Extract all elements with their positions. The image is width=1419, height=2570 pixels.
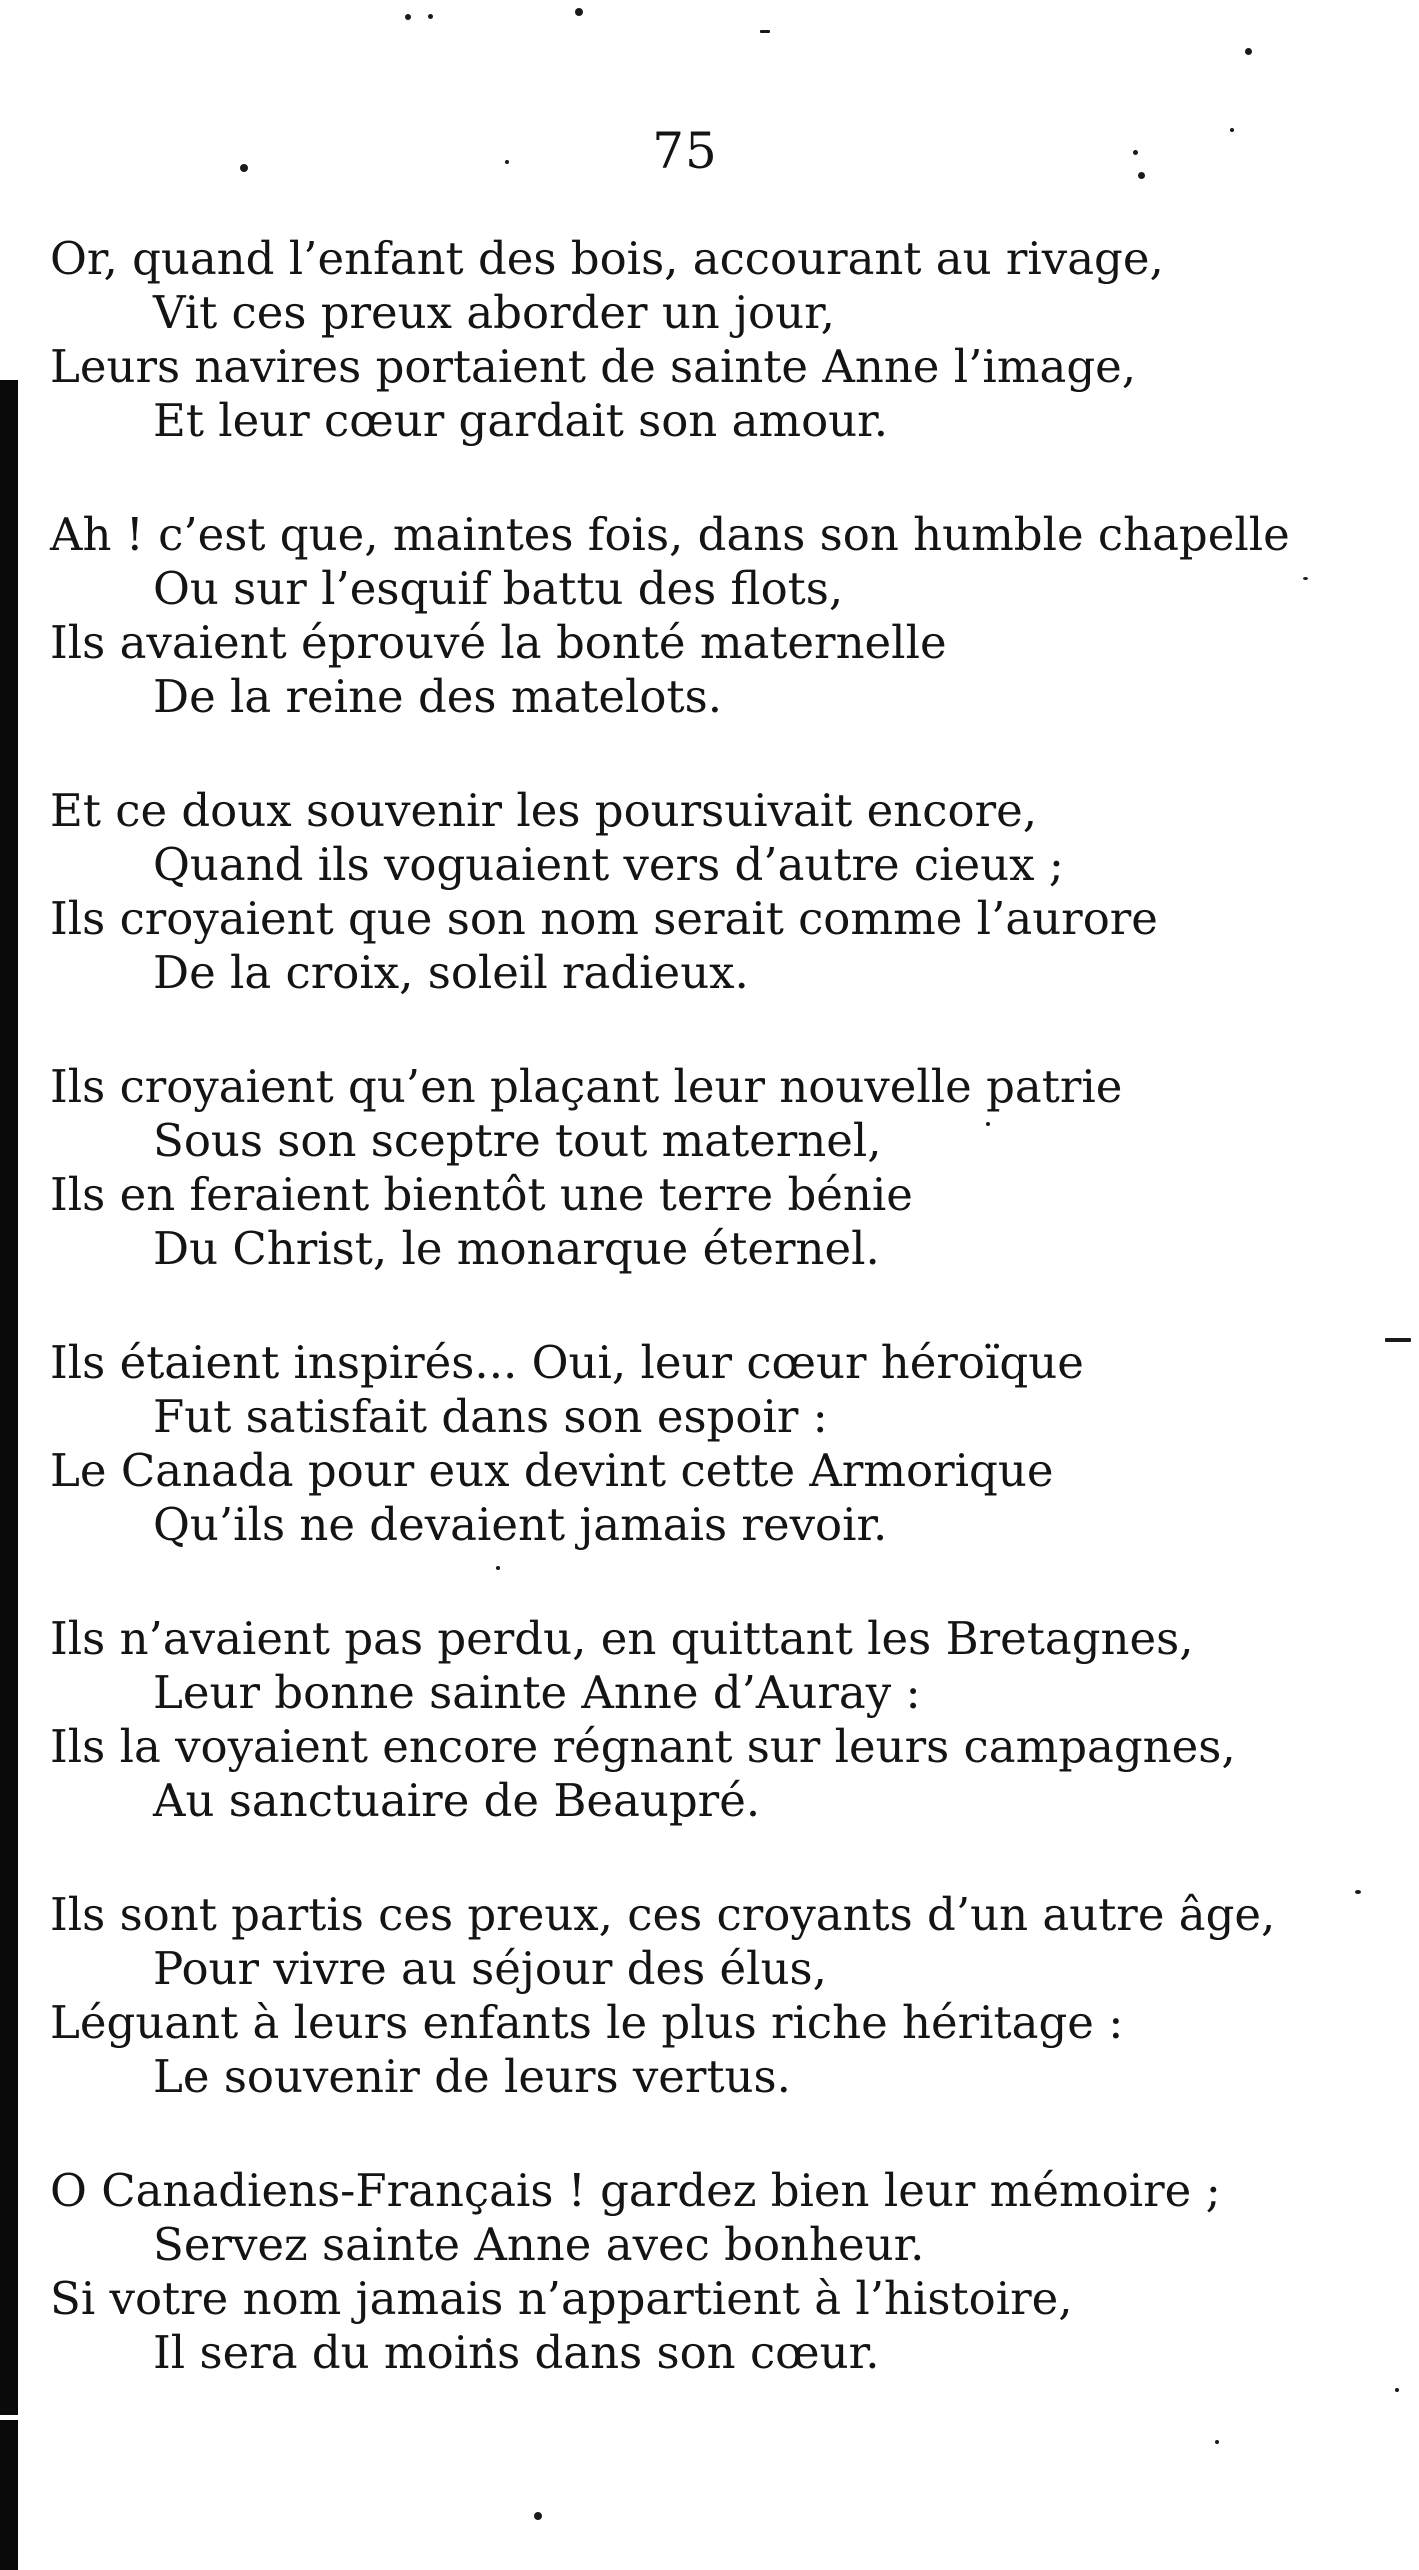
stanza xyxy=(50,232,1370,448)
verse-line: Leurs navires portaient de sainte Anne l’image, xyxy=(50,340,1137,393)
verse-line: Ils croyaient que son nom serait comme l’aurore xyxy=(50,892,1158,945)
verse-line: Ils étaient inspirés... Oui, leur cœur héroïque xyxy=(50,1336,1084,1389)
verse-line: Ils n’avaient pas perdu, en quittant les Bretagnes, xyxy=(50,1612,1194,1665)
verse-line: O Canadiens-Français ! gardez bien leur mémoire ; xyxy=(50,2164,1221,2217)
verse-line: Ils croyaient qu’en plaçant leur nouvelle patrie xyxy=(50,1060,1123,1113)
verse-line: Vit ces preux aborder un jour, xyxy=(153,286,835,339)
verse-line: Il sera du moins dans son cœur. xyxy=(153,2326,880,2379)
verse-line: Si votre nom jamais n’appartient à l’histoire, xyxy=(50,2272,1073,2325)
verse-line: Et ce doux souvenir les poursuivait encore, xyxy=(50,784,1038,837)
stanza xyxy=(50,784,1370,1000)
scan-speck xyxy=(1245,48,1252,55)
verse-line: Ils la voyaient encore régnant sur leurs campagnes, xyxy=(50,1720,1236,1773)
stanza xyxy=(50,1060,1370,1276)
scan-speck xyxy=(534,2512,542,2520)
verse-line: Sous son sceptre tout maternel, xyxy=(153,1114,882,1167)
verse-line: Pour vivre au séjour des élus, xyxy=(153,1942,827,1995)
verse-line: Fut satisfait dans son espoir : xyxy=(153,1390,828,1443)
stanza xyxy=(50,1336,1370,1552)
scan-speck xyxy=(1395,2388,1399,2392)
verse-line: Le Canada pour eux devint cette Armorique xyxy=(50,1444,1054,1497)
verse-line: Ah ! c’est que, maintes fois, dans son humble chapelle xyxy=(50,508,1290,561)
scan-speck xyxy=(1385,1338,1411,1342)
scan-speck xyxy=(575,8,583,16)
verse-line: Qu’ils ne devaient jamais revoir. xyxy=(153,1498,888,1551)
scan-speck xyxy=(405,14,411,20)
verse-line: Ou sur l’esquif battu des flots, xyxy=(153,562,844,615)
stanza xyxy=(50,1612,1370,1828)
verse-line: De la croix, soleil radieux. xyxy=(153,946,749,999)
binding-notch xyxy=(0,2415,24,2420)
verse-line: Au sanctuaire de Beaupré. xyxy=(153,1774,761,1827)
scan-speck xyxy=(428,14,433,19)
verse-line: Et leur cœur gardait son amour. xyxy=(153,394,889,447)
scan-speck xyxy=(760,30,770,33)
verse-line: Or, quand l’enfant des bois, accourant au rivage, xyxy=(50,232,1164,285)
verse-line: Ils avaient éprouvé la bonté maternelle xyxy=(50,616,947,669)
poem xyxy=(50,232,1370,2440)
stanza xyxy=(50,1888,1370,2104)
scan-speck xyxy=(1215,2440,1219,2444)
verse-line: Quand ils voguaient vers d’autre cieux ; xyxy=(153,838,1064,891)
verse-line: Ils sont partis ces preux, ces croyants d’un autre âge, xyxy=(50,1888,1276,1941)
verse-line: Du Christ, le monarque éternel. xyxy=(153,1222,880,1275)
page-number: 75 xyxy=(652,122,718,180)
verse-line: Leur bonne sainte Anne d’Auray : xyxy=(153,1666,921,1719)
verse-line: Servez sainte Anne avec bonheur. xyxy=(153,2218,925,2271)
stanza xyxy=(50,2164,1370,2380)
verse-line: De la reine des matelots. xyxy=(153,670,723,723)
page-binding-shadow xyxy=(0,380,18,2570)
verse-line: Le souvenir de leurs vertus. xyxy=(153,2050,791,2103)
verse-line: Ils en feraient bientôt une terre bénie xyxy=(50,1168,913,1221)
verse-line: Léguant à leurs enfants le plus riche héritage : xyxy=(50,1996,1124,2049)
stanza xyxy=(50,508,1370,724)
